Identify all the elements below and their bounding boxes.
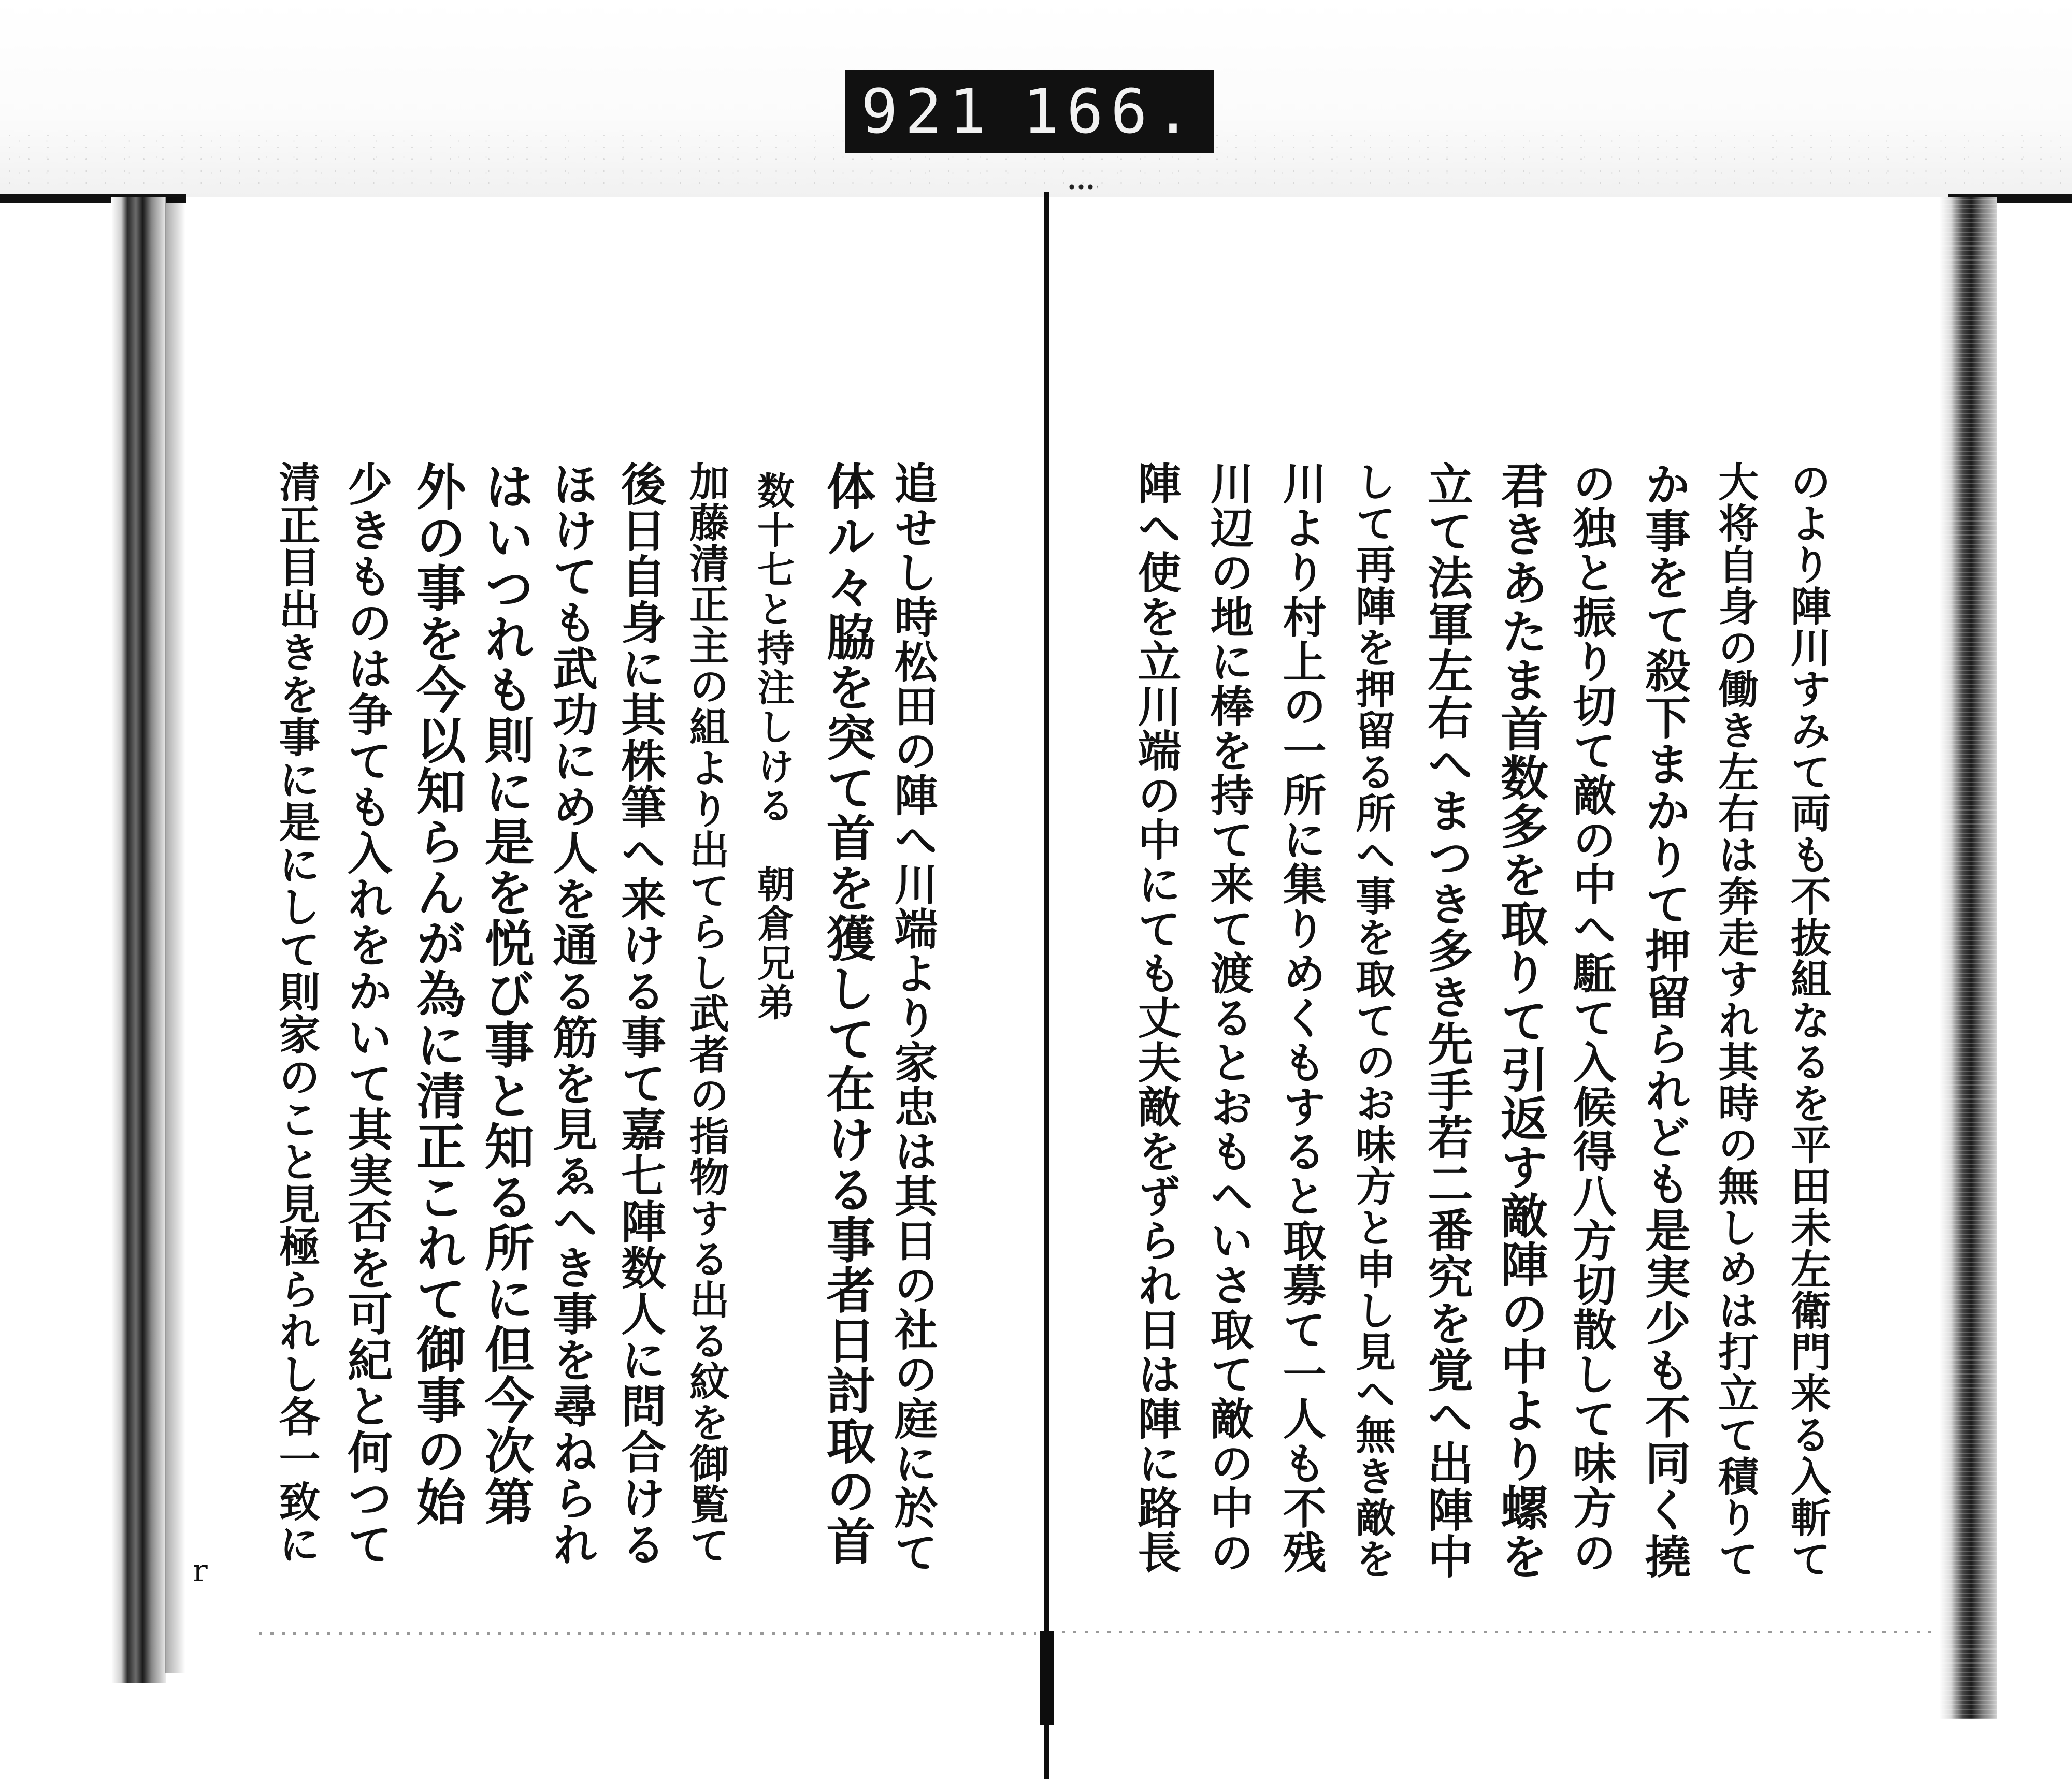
page-shadow-left — [165, 197, 185, 1673]
left-page-text-column: 外の事を今以知らんが為に清正これて御事の始 — [408, 461, 467, 1527]
left-page-text-column: 加藤清正主の組より出てらし武者の指物する出る紋を御覧て — [683, 461, 729, 1566]
left-page-text-column: 体ル々脇を突て首を獲して在ける事者日討取の首 — [818, 461, 876, 1566]
book-gutter — [1044, 192, 1049, 1779]
left-page-text-column: 後日自身に其株筆へ来ける事て嘉七陣数人に問合ける — [613, 461, 667, 1567]
book-page-stack-left — [111, 197, 166, 1683]
frame-number: 166. — [1022, 76, 1199, 147]
right-page — [1077, 461, 1844, 1590]
page-stack-texture — [1940, 197, 1997, 1719]
right-page-text-column: して再陣を押留る所へ事を取てのお味方と申し見へ無き敵を — [1349, 461, 1396, 1580]
left-page — [223, 461, 948, 1590]
right-page-text-column: 川辺の地に棒を持て来て渡るとおもへいさ取て敵の中の — [1203, 461, 1255, 1574]
page-bottom-edge-right — [1062, 1631, 1932, 1633]
right-page-text-column: の独と振り切て敵の中へ駈て入候得八方切散して味方の — [1566, 461, 1617, 1574]
left-page-text-column: ほけても武功にめ人を通る筋を見ゑへき事を尋ねられ — [545, 461, 598, 1567]
left-page-text-column: 数十七と持注しける 朝倉兄弟 — [751, 471, 795, 1022]
left-page-text-column: 清正目出きを事に是にして則家のこと見極られし各一致に — [272, 461, 321, 1565]
right-page-text-column: 陣へ使を立川端の中にても丈夫敵をずられ日は陣に路長 — [1131, 461, 1182, 1574]
scan-speck — [1067, 184, 1098, 190]
left-page-text-column: 追せし時松田の陣へ川端より家忠は其日の社の庭に於て — [887, 461, 939, 1574]
right-page-text-column: のより陣川すみて両も不抜組なるを平田未左衛門来る入斬て — [1784, 461, 1831, 1580]
gutter-binding — [1040, 1631, 1054, 1725]
right-page-text-column: 川より村上の一所に集りめくもすると取募て一人も不残 — [1276, 461, 1327, 1574]
right-page-text-column: 立て法軍左右へまつき多き先手若二番究を覚へ出陣中 — [1420, 461, 1474, 1580]
right-page-text-column: 君きあたま首数多を取りて引返す敵陣の中より螺を — [1493, 461, 1549, 1581]
microfilm-frame-label — [845, 70, 1214, 153]
left-page-text-column: 少きものは争ても入れをかいて其実否を可紀と何つて — [340, 461, 393, 1567]
page-corner-mark: r — [193, 1553, 208, 1589]
right-page-text-column: 大将自身の働き左右は奔走すれ其時の無しめは打立て積りて — [1711, 461, 1759, 1580]
right-page-text-column: か事をて殺下まかりて押留られども是実少も不同く撓 — [1638, 461, 1692, 1580]
reel-number: 921 — [861, 76, 994, 147]
page-bottom-edge-left — [259, 1632, 1036, 1635]
left-page-text-column: はいつれも則に是を悦び事と知る所に但今次第 — [477, 461, 535, 1527]
